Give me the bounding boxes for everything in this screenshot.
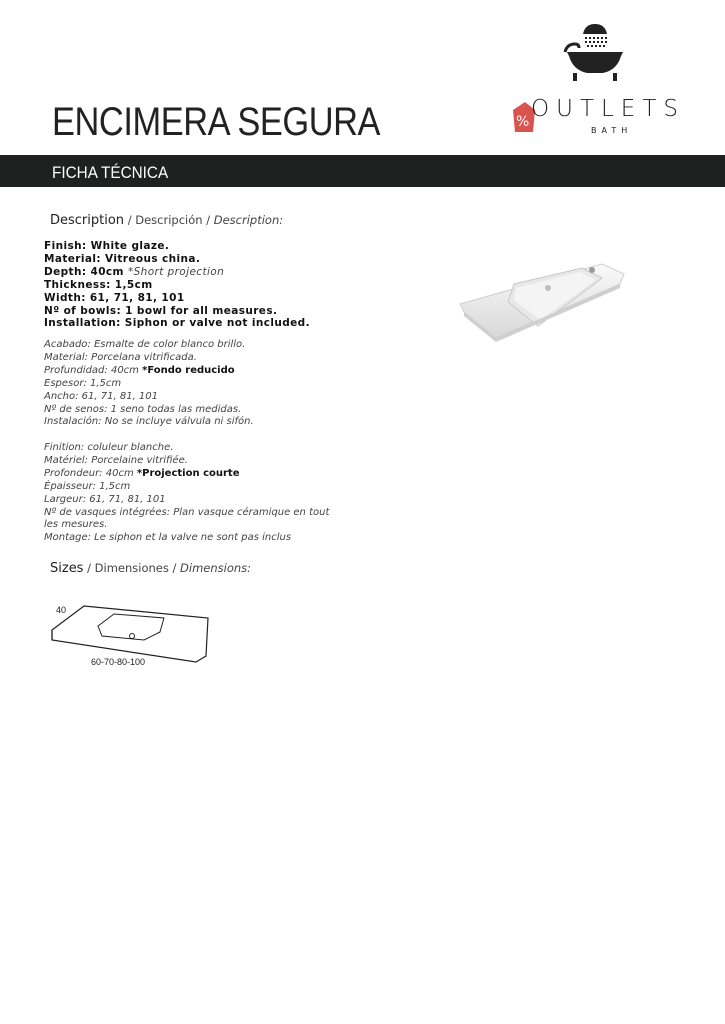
spec-line: Finish: White glaze. bbox=[44, 240, 170, 252]
sizes-heading-italic: Dimensions: bbox=[180, 561, 252, 575]
french-specs bbox=[44, 442, 344, 545]
percent-badge: % bbox=[516, 114, 530, 130]
spec-line: Material: Porcelana vitrificada. bbox=[44, 351, 197, 363]
description-heading-main: Description bbox=[50, 213, 125, 228]
product-image bbox=[452, 250, 632, 350]
spec-line: Profundidad: 40cm *Fondo reducido bbox=[44, 364, 235, 376]
spec-line: Installation: Siphon or valve not included. bbox=[44, 317, 310, 330]
spec-line: Nº de vasques intégrées: Plan vasque céramique en tout les mesures. bbox=[44, 506, 330, 531]
brand-logo bbox=[505, 18, 685, 143]
depth-label: 40 bbox=[56, 605, 67, 615]
sizes-heading-main: Sizes bbox=[50, 561, 84, 576]
spec-line: Finition: coluleur blanche. bbox=[44, 442, 174, 453]
band-label: FICHA TÉCNICA bbox=[52, 163, 169, 182]
description-heading-italic: Description: bbox=[213, 213, 284, 227]
spec-line: Montage: Le siphon et la valve ne sont pas inclus bbox=[44, 532, 292, 544]
sizes-heading-sep: / Dimensiones / bbox=[83, 561, 181, 575]
english-specs bbox=[44, 240, 310, 330]
spec-line: Ancho: 61, 71, 81, 101 bbox=[44, 390, 159, 402]
description-heading-sep: / Descripción / bbox=[124, 213, 214, 227]
brand-name: OUTLETS bbox=[531, 96, 685, 122]
bathtub-shower-icon bbox=[505, 18, 675, 143]
spec-line: Depth: 40cm *Short projection bbox=[44, 265, 225, 278]
spec-line: Largeur: 61, 71, 81, 101 bbox=[44, 493, 166, 505]
dimension-diagram bbox=[40, 600, 220, 675]
spec-line: Width: 61, 71, 81, 101 bbox=[44, 291, 185, 304]
spanish-specs bbox=[44, 339, 344, 429]
description-heading bbox=[50, 213, 283, 228]
section-band bbox=[0, 155, 725, 187]
spec-line: Espesor: 1,5cm bbox=[44, 377, 122, 389]
spec-line: Instalación: No se incluye válvula ni sifón. bbox=[44, 416, 254, 428]
spec-line: Material: Vitreous china. bbox=[44, 252, 201, 265]
spec-line: Nº of bowls: 1 bowl for all measures. bbox=[44, 304, 278, 317]
spec-line: Épaisseur: 1,5cm bbox=[44, 480, 131, 492]
width-label: 60-70-80-100 bbox=[91, 657, 146, 667]
spec-line: Thickness: 1,5cm bbox=[44, 278, 153, 291]
spec-line: Profondeur: 40cm *Projection courte bbox=[44, 467, 240, 479]
spec-line: Acabado: Esmalte de color blanco brillo. bbox=[44, 339, 246, 350]
spec-line: Matériel: Porcelaine vitrifiée. bbox=[44, 454, 188, 466]
page-title: ENCIMERA SEGURA bbox=[52, 100, 381, 144]
brand-sub: BATH bbox=[591, 126, 633, 135]
sizes-heading bbox=[50, 561, 251, 576]
spec-line: Nº de senos: 1 seno todas las medidas. bbox=[44, 403, 242, 415]
